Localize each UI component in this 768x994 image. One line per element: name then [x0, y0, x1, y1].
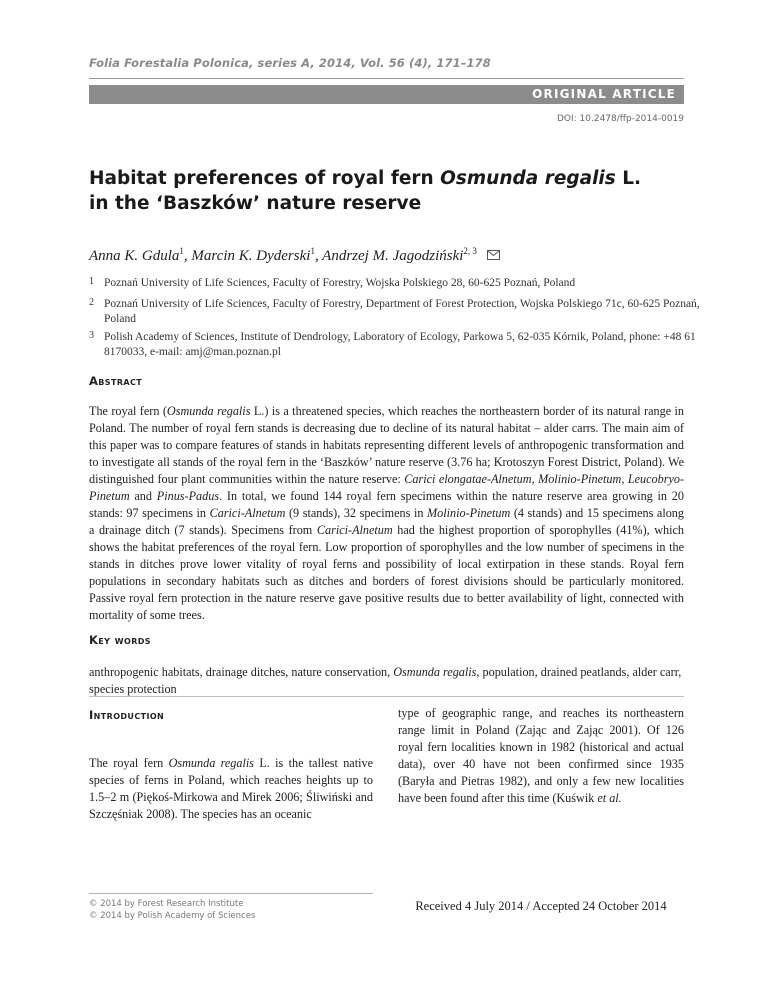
envelope-icon[interactable] [487, 250, 500, 260]
authors: Anna K. Gdula$^1$, Marcin K. Dyderski$^1$, Andrzej M. Jagodziński$^{2, 3}$ [89, 246, 500, 265]
intro-heading: Introduction [89, 708, 165, 722]
header-rule [89, 78, 684, 79]
abstract-text: The royal fern (Osmunda regalis L.) is a threatened species, which reaches the northeastern border of its natural range in Poland. The number of royal fern stands is decreasing due to decline of its natural habitat – alder carrs. The main aim of this paper was to compare features of stands in habitats representing different levels of anthropogenic transformation and to investigate all stands of the royal fern in the ‘Baszków’ nature reserve (3.76 ha; Krotoszyn Forest District, Poland). We distinguished four plant communities within the nature reserve: Carici elongatae-Alnetum, Molinio-Pinetum, Leucobryo-Pinetum and Pinus-Padus. In total, we found 144 royal fern specimens within the nature reserve area growing in 20 stands: 97 specimens in Carici-Alnetum (9 stands), 32 specimens in Molinio-Pinetum (4 stands) and 15 specimens along a drainage ditch (7 stands). Specimens from Carici-Alnetum had the highest proportion of sporophylles (41%), which shows the habitat preferences of the royal fern. Low proportion of sporophylles and the low number of specimens in the stands in ditches prove lower vitality of royal ferns and possibility of local extirpation in these stands. Royal fern populations in secondary habitats such as ditches and borders of forest divisions should be particularly monitored. Passive royal fern protection in the nature reserve gave positive results due to better availability of light, connected with mortality of some trees. [89, 404, 685, 622]
author-1-sup: 1 [179, 246, 184, 256]
journal-citation: Folia Forestalia Polonica, series A, 2014, Vol. 56 (4), 171–178 [89, 56, 491, 70]
intro-column-2: type of geographic range, and reaches its northeastern range limit in Poland (Zając and Zając 2001). Of 126 royal fern localities known in 1982 (historical and actual data), over 40 have not been confirmed since 1935 (Baryła and Pietras 1982), and only a few new localities have been found after this time (Kuświk et al. [398, 706, 684, 805]
keywords-heading: Key words [89, 633, 151, 647]
section-rule [89, 696, 684, 697]
keywords-text: anthropogenic habitats, drainage ditches, nature conservation, Osmunda regalis, population, drained peatlands, alder carr, species protection [89, 665, 682, 696]
copyright-1: © 2014 by Forest Research Institute [89, 899, 244, 909]
doi: DOI: 10.2478/ffp-2014-0019 [556, 114, 684, 124]
affiliation-text: Poznań University of Life Sciences, Faculty of Forestry, Department of Forest Protection, Wojska Polskiego 71c, 60-625 Poznań, Poland [104, 298, 700, 325]
affiliation-num: 1 [89, 276, 94, 287]
intro-column-1: The royal fern Osmunda regalis L. is the tallest native species of ferns in Poland, which reaches heights up to 1.5–2 m (Piękoś-Mirkowa and Mirek 2006; Śliwiński and Szczęśniak 2008). The species has an oceanic [89, 756, 373, 821]
author-2: Marcin K. Dyderski [191, 248, 311, 264]
received-dates: Received 4 July 2014 / Accepted 24 October 2014 [415, 899, 667, 913]
article-type-label: ORIGINAL ARTICLE [532, 87, 676, 101]
abstract-heading: Abstract [89, 374, 143, 388]
author-3-sup: 2, 3 [463, 246, 477, 256]
affiliation-num: 3 [89, 330, 94, 341]
footer-rule [89, 893, 373, 894]
article-type-band [89, 85, 684, 104]
affiliation-text: Polish Academy of Sciences, Institute of Dendrology, Laboratory of Ecology, Parkowa 5, 62-035 Kórnik, Poland, phone: +48 61 8170033, e-mail: amj@man.poznan.pl [104, 331, 696, 358]
copyright-2: © 2014 by Polish Academy of Sciences [89, 911, 256, 921]
affiliation-text: Poznań University of Life Sciences, Faculty of Forestry, Wojska Polskiego 28, 60-625 Poznań, Poland [104, 277, 576, 289]
title-part1: Habitat preferences of royal fern [89, 168, 441, 189]
author-1: Anna K. Gdula [89, 248, 180, 264]
title-species: Osmunda regalis [440, 168, 616, 189]
title-part2: L. [615, 168, 642, 189]
author-3: Andrzej M. Jagodziński [322, 248, 464, 264]
article-title [89, 166, 689, 216]
author-2-sup: 1 [310, 246, 315, 256]
title-line2: in the ‘Baszków’ nature reserve [89, 193, 422, 214]
affiliation-num: 2 [89, 297, 94, 308]
